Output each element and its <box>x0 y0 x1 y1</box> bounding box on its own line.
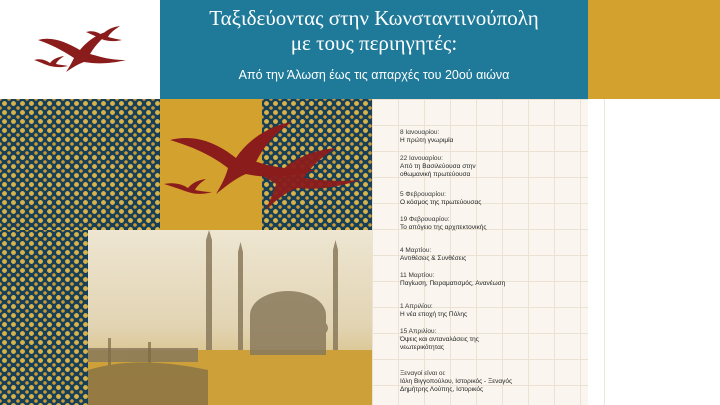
schedule-item <box>400 216 586 232</box>
schedule-title: νεωτερικότητας <box>400 344 444 351</box>
guides-heading: Ξεναγοί είναι οι: <box>400 370 446 377</box>
schedule-title: Αντιθέσεις & Συνθέσεις <box>400 255 467 262</box>
schedule-panel <box>372 99 588 405</box>
seagulls-illustration-icon <box>160 112 365 227</box>
schedule-item <box>400 247 586 263</box>
schedule-date: 19 Φεβρουαρίου: <box>400 216 450 223</box>
schedule-date: 5 Φεβρουαρίου: <box>400 191 446 198</box>
title-line-2: με τους περιηγητές: <box>290 31 458 55</box>
schedule-item <box>400 191 586 207</box>
header-banner <box>160 0 588 99</box>
title-line-1: Ταξιδεύοντας στην Κωνσταντινούπολη <box>209 6 539 30</box>
schedule-item <box>400 328 586 352</box>
tile-pattern-left <box>0 99 160 230</box>
right-margin <box>588 99 720 405</box>
schedule-title: οθωμανική πρωτεύουσα <box>400 171 471 178</box>
schedule-item <box>400 155 586 179</box>
seagull-logo-icon <box>30 18 140 78</box>
mosque-silhouette-icon <box>88 230 372 405</box>
schedule-title: Η πρώτη γνωριμία <box>400 137 454 144</box>
guide-name: Ιόλη Βιγγοπούλου, Ιστορικός - Ξεναγός <box>400 378 513 385</box>
schedule-item <box>400 272 586 288</box>
schedule-date: 11 Μαρτίου: <box>400 272 435 279</box>
schedule-item <box>400 129 586 145</box>
mosque-photo <box>88 230 372 405</box>
schedule-title: Όψεις και ανταναλάσεις της <box>400 336 479 343</box>
schedule-item <box>400 303 586 319</box>
schedule-title: Η νέα εποχή της Πόλης <box>400 311 468 318</box>
margin-rule <box>604 99 605 405</box>
gold-corner-block <box>588 0 720 99</box>
schedule-title: Ο κόσμος της πρωτεύουσας <box>400 199 482 206</box>
subtitle: Από την Άλωση έως τις απαρχές του 20ού αιώνα <box>238 68 510 82</box>
schedule-date: 15 Απριλίου: <box>400 328 437 335</box>
schedule-date: 1 Απριλίου: <box>400 303 433 310</box>
tile-pattern-bottom-left <box>0 230 88 405</box>
schedule-date: 22 Ιανουαρίου: <box>400 155 443 162</box>
schedule-title: Παγίωση, Πειραματισμός, Ανανέωση <box>400 280 506 287</box>
guide-name: Δημήτρης Λούπης, Ιστορικός <box>400 386 484 393</box>
schedule-title: Από τη Βασιλεύουσα στην <box>400 163 476 170</box>
schedule-title: Το απόγειο της αρχιτεκτονικής <box>400 224 487 231</box>
schedule-date: 4 Μαρτίου: <box>400 247 432 254</box>
guides-info <box>400 370 586 394</box>
schedule-date: 8 Ιανουαρίου: <box>400 129 440 136</box>
